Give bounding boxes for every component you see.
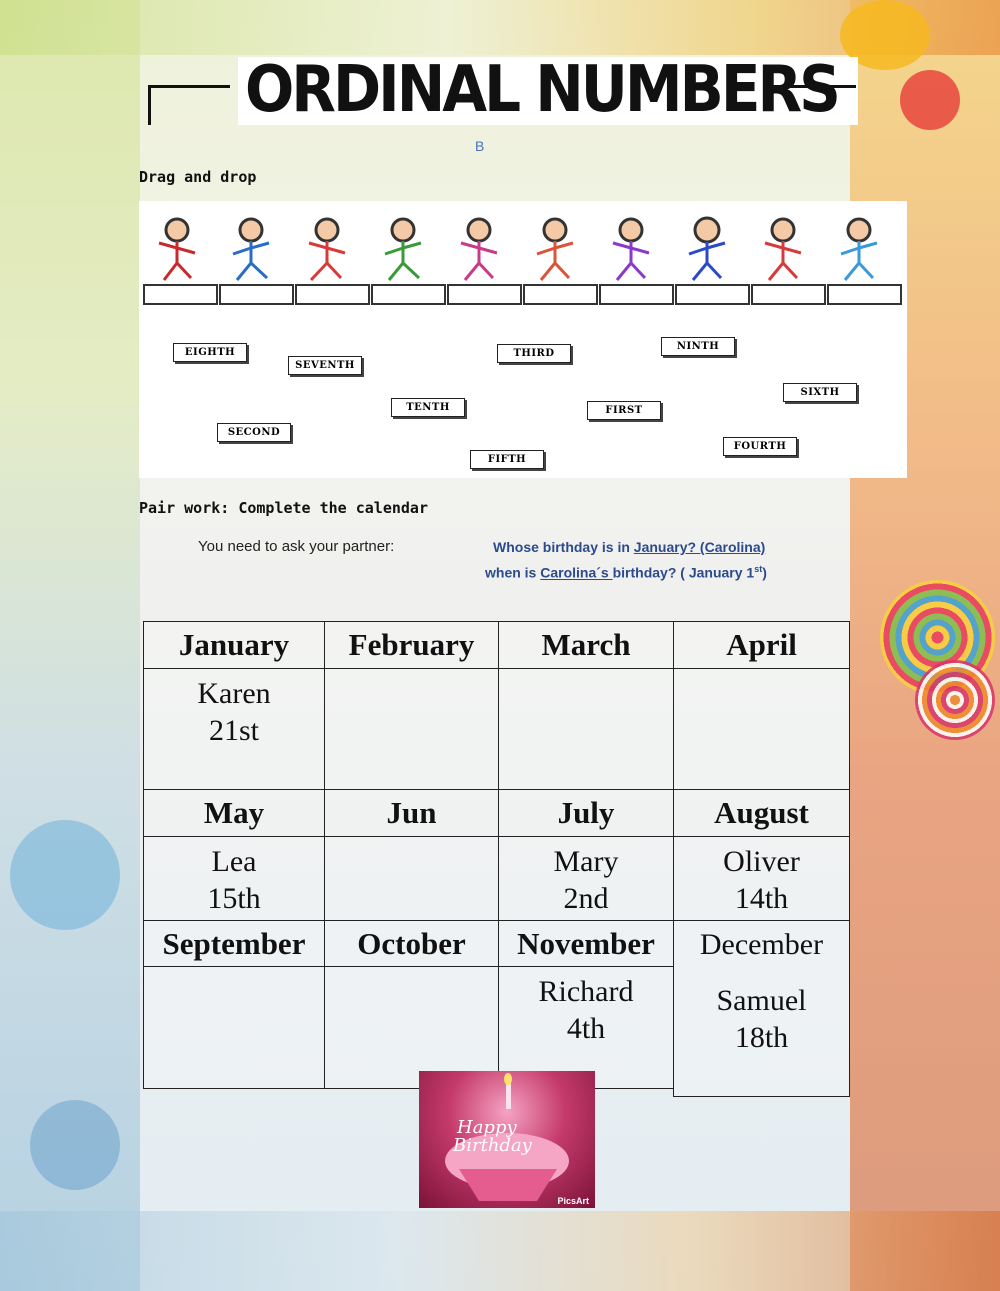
cell-january[interactable] (143, 668, 325, 790)
question-1 (493, 539, 765, 555)
month-header-april: April (673, 621, 850, 669)
drop-slot[interactable] (523, 284, 598, 305)
birthday-day: 2nd (563, 882, 609, 915)
month-header-january: January (143, 621, 325, 669)
birthday-day: 21st (208, 714, 259, 747)
cell-february[interactable] (324, 668, 499, 790)
drop-slot[interactable] (675, 284, 750, 305)
question-2-text-post: birthday? ( January 1 (612, 564, 755, 581)
question-2-text: when is (485, 564, 541, 581)
cell-december[interactable] (673, 920, 850, 1097)
word-tile-first[interactable]: FIRST (587, 401, 661, 420)
month-header-may: May (143, 789, 325, 837)
cell-may[interactable] (143, 836, 325, 921)
drag-drop-label: Drag and drop (139, 168, 257, 186)
cell-august[interactable] (673, 836, 850, 921)
question-2-link: Carolina´s (540, 564, 613, 581)
word-tile-fifth[interactable]: FIFTH (470, 450, 544, 469)
month-header-june: Jun (324, 789, 499, 837)
cake-text-happy: Happy (457, 1117, 517, 1138)
drop-slot[interactable] (371, 284, 446, 305)
month-header-february: February (324, 621, 499, 669)
drop-slot[interactable] (751, 284, 826, 305)
spiral-decoration (915, 660, 995, 740)
word-tile-sixth[interactable]: SIXTH (783, 383, 857, 402)
cell-september[interactable] (143, 966, 325, 1089)
drop-slot[interactable] (219, 284, 294, 305)
cell-july[interactable] (498, 836, 674, 921)
question-2 (485, 564, 767, 581)
birthday-cake-image (419, 1071, 595, 1208)
version-letter: B (475, 138, 485, 154)
word-tile-second[interactable]: SECOND (217, 423, 291, 442)
snowflake-decoration (10, 820, 120, 930)
birthday-name: Samuel (716, 984, 807, 1017)
birthday-name: Richard (538, 975, 634, 1008)
bottom-floral-border (0, 1211, 1000, 1291)
month-header-july: July (498, 789, 674, 837)
month-header-december: December (699, 928, 824, 961)
cell-march[interactable] (498, 668, 674, 790)
flower-decoration (900, 70, 960, 130)
birthday-day: 15th (207, 882, 261, 915)
birthday-day: 14th (734, 882, 789, 915)
question-1-text: Whose birthday is in (493, 539, 634, 555)
birthday-day: 4th (566, 1012, 606, 1045)
cell-june[interactable] (324, 836, 499, 921)
drop-slot[interactable] (827, 284, 902, 305)
word-tile-fourth[interactable]: FOURTH (723, 437, 797, 456)
title-rule-left (148, 85, 230, 88)
cell-april[interactable] (673, 668, 850, 790)
word-tile-seventh[interactable]: SEVENTH (288, 356, 362, 375)
birthday-name: Oliver (723, 845, 800, 878)
word-tile-third[interactable]: THIRD (497, 344, 571, 363)
word-tile-eighth[interactable]: EIGHTH (173, 343, 247, 362)
runners-illustration (139, 208, 907, 286)
month-header-august: August (673, 789, 850, 837)
drop-slot[interactable] (447, 284, 522, 305)
birthday-name: Karen (197, 677, 271, 710)
picsart-watermark: PicsArt (557, 1196, 589, 1206)
runner-icon (159, 218, 877, 280)
cake-text-birthday: Birthday (453, 1135, 532, 1156)
month-header-october: October (324, 920, 499, 967)
birthday-calendar (143, 621, 850, 1097)
page-title: ORDINAL NUMBERS (245, 51, 838, 127)
question-2-sup: st (754, 564, 763, 574)
question-1-link: January? (Carolina) (633, 539, 766, 555)
left-floral-border (0, 0, 140, 1291)
word-tile-ninth[interactable]: NINTH (661, 337, 735, 356)
drop-slot[interactable] (599, 284, 674, 305)
month-header-september: September (143, 920, 325, 967)
birthday-name: Mary (553, 845, 619, 878)
snowflake-decoration (30, 1100, 120, 1190)
ask-prompt: You need to ask your partner: (198, 538, 395, 555)
month-header-november: November (498, 920, 674, 967)
birthday-name: Lea (211, 845, 257, 878)
word-tile-tenth[interactable]: TENTH (391, 398, 465, 417)
drop-slot[interactable] (143, 284, 218, 305)
question-2-end: ) (762, 564, 767, 581)
drop-slot[interactable] (295, 284, 370, 305)
birthday-day: 18th (734, 1021, 789, 1054)
month-header-march: March (498, 621, 674, 669)
title-rule-left-vertical (148, 85, 151, 125)
pair-work-label: Pair work: Complete the calendar (139, 499, 428, 517)
